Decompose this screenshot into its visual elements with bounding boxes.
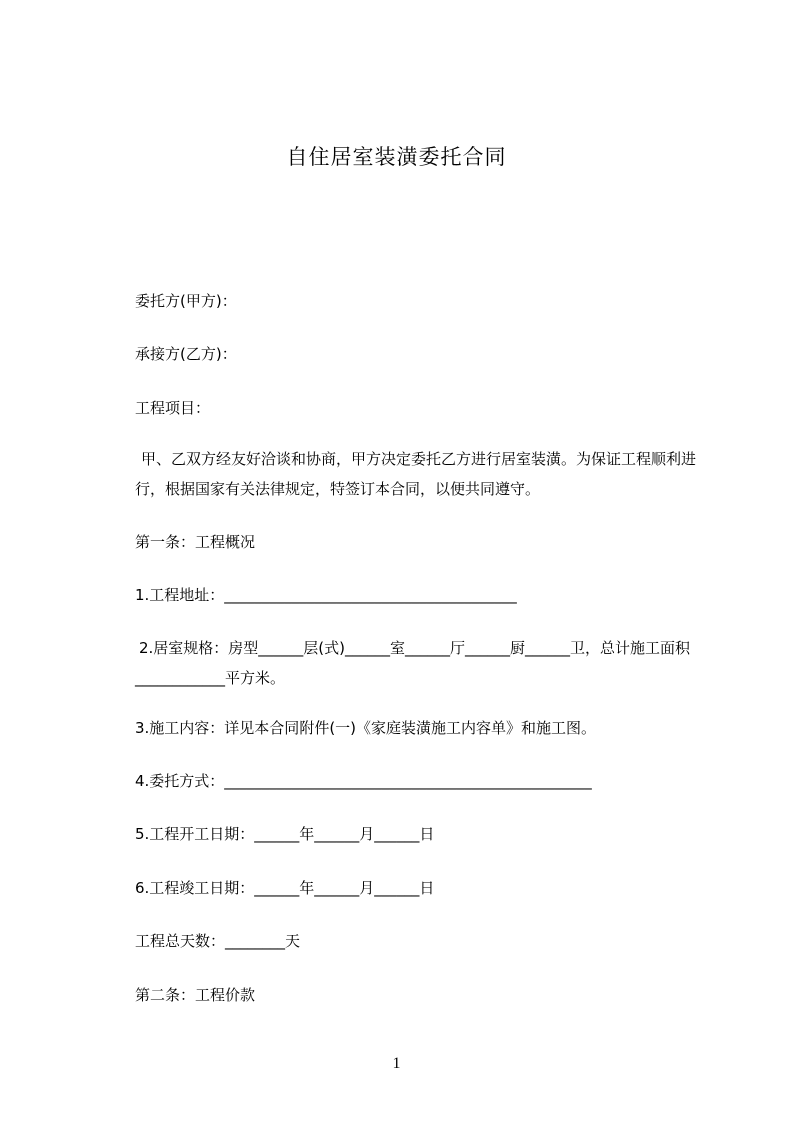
project-label: 工程项目： <box>135 399 211 417</box>
item-2-room-spec: 2.居室规格：房型______层(式)______室______厅______厨______卫，总计施工面积____________平方米。 <box>135 639 691 687</box>
item-4-method: 4.委托方式：_________________________________________________ <box>135 772 592 790</box>
item-1-address: 1.工程地址：_______________________________________ <box>135 586 517 604</box>
item-5-start-date: 5.工程开工日期：______年______月______日 <box>135 825 435 843</box>
item-3-content: 3.施工内容：详见本合同附件(一)《家庭装潢施工内容单》和施工图。 <box>135 719 597 737</box>
intro-paragraph: 甲、乙双方经友好洽谈和协商，甲方决定委托乙方进行居室装潢。为保证工程顺利进行，根据国家有关法律规定，特签订本合同，以便共同遵守。 <box>135 450 697 498</box>
article-2-heading: 第二条：工程价款 <box>135 986 256 1004</box>
total-days: 工程总天数：________天 <box>135 932 301 950</box>
party-b-label: 承接方(乙方)： <box>135 345 237 363</box>
article-1-heading: 第一条：工程概况 <box>135 533 256 551</box>
party-a-label: 委托方(甲方)： <box>135 292 237 310</box>
item-6-end-date: 6.工程竣工日期：______年______月______日 <box>135 879 435 897</box>
page-number: 1 <box>392 1055 401 1072</box>
document-title: 自住居室装潢委托合同 <box>286 145 507 169</box>
